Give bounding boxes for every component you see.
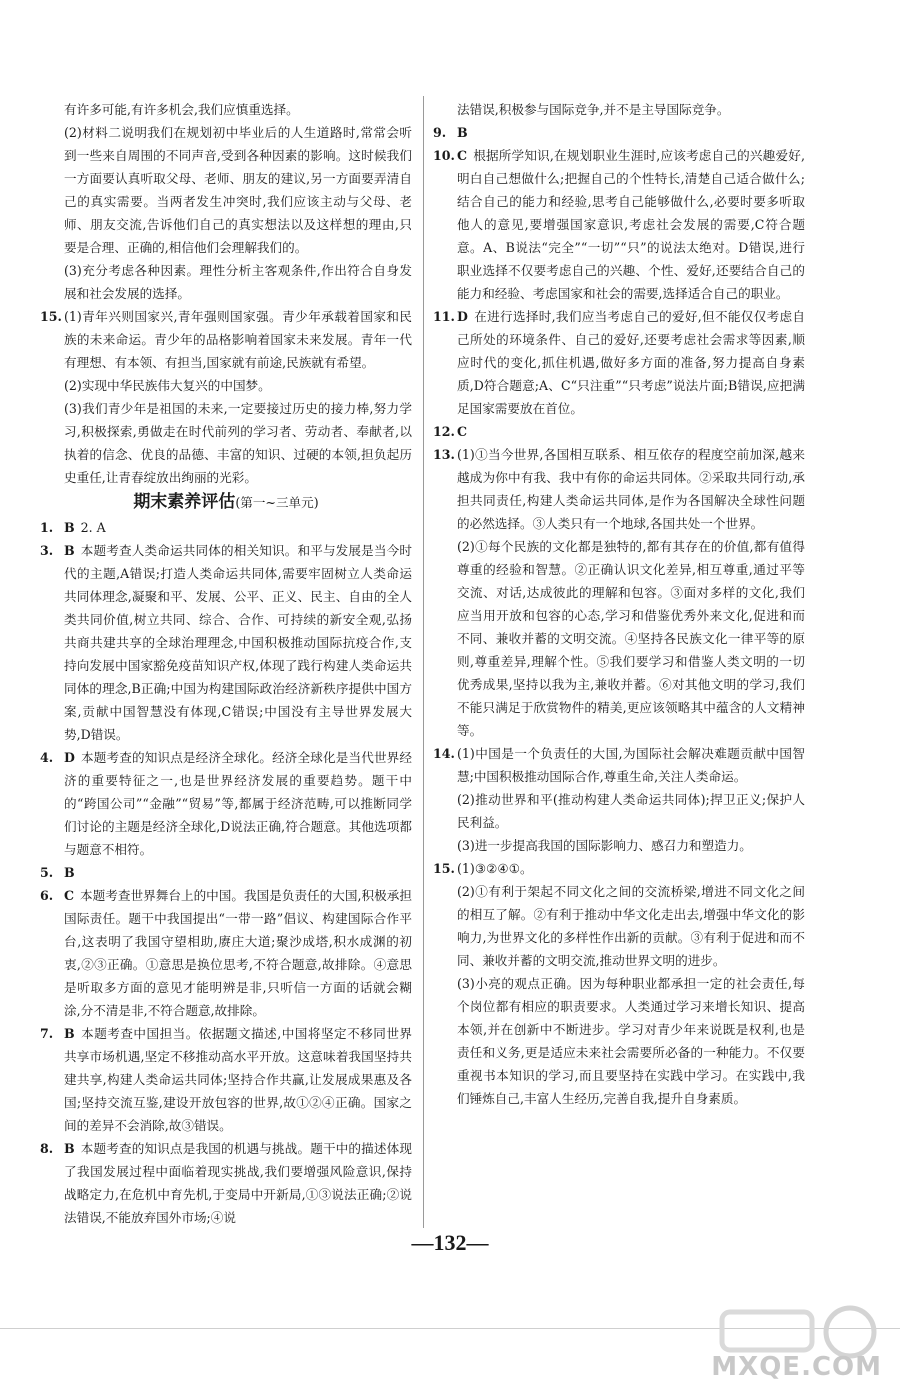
answer-paragraph: (3)充分考虑各种因素。理性分析主客观条件,作出符合自身发展和社会发展的选择。: [64, 263, 412, 301]
answer-choice: B: [64, 520, 75, 535]
answer-item: [40, 1137, 412, 1229]
answer-item: [40, 746, 412, 861]
answer-choice: C: [64, 888, 75, 903]
answer-explanation: (1)①当今世界,各国相互联系、相互依存的程度空前加深,越来越成为你中有我、我中有你的命运共同体。②采取共同行动,承担共同责任,构建人类命运共同体,是作为各国解决全球性问题的必然选择。③人类只有一个地球,各国共处一个世界。: [457, 447, 805, 531]
answer-explanation: 本题考查的知识点是经济全球化。经济全球化是当代世界经济的重要特征之一,也是世界经济发展的重要趋势。题干中的“跨国公司”“金融”“贸易”等,都属于经济范畴,可以推断同学们讨论的主题是经济全球化,D说法正确,符合题意。其他选项都与题意不相符。: [64, 750, 412, 857]
answer-explanation: 根据所学知识,在规划职业生涯时,应该考虑自己的兴趣爱好,明白自己想做什么;把握自己的个性特长,清楚自己适合做什么;结合自己的能力和经验,思考自己能够做什么,必要时要多听取他人的意见,要增强国家意识,考虑社会发展的需要,C符合题意。A、B说法“完全”“一切”“只”的说法太绝对。D错误,进行职业选择不仅要考虑自己的兴趣、个性、爱好,还要结合自己的能力和经验、考虑国家和社会的需要,选择适合自己的职业。: [457, 148, 805, 301]
question-number: 4.: [40, 750, 54, 765]
answer-paragraph: (2)实现中华民族伟大复兴的中国梦。: [64, 378, 271, 393]
answer-paragraph: 有许多可能,有许多机会,我们应慎重选择。: [64, 102, 299, 117]
watermark-logo: [682, 1298, 882, 1386]
question-number: 3.: [40, 543, 54, 558]
section-title: [40, 491, 412, 514]
answer-paragraph: (2)①有利于架起不同文化之间的交流桥梁,增进不同文化之间的相互了解。②有利于推动中华文化走出去,增强中华文化的影响力,为世界文化的多样性作出新的贡献。③有利于促进和而不同、兼收并蓄的文明交流,推动世界文明的进步。: [457, 884, 805, 968]
question-number: 12.: [433, 424, 455, 439]
watermark-text: MXQE.COM: [711, 1352, 882, 1382]
left-column: [40, 98, 412, 1229]
question-number: 10.: [433, 148, 455, 163]
question-number: 5.: [40, 865, 54, 880]
question-number: 9.: [433, 125, 447, 140]
answer-item: [433, 857, 805, 880]
question-number: 15.: [433, 861, 455, 876]
answer-item: [40, 1022, 412, 1137]
answer-choice: B: [64, 865, 75, 880]
answer-paragraph: (3)我们青少年是祖国的未来,一定要接过历史的接力棒,努力学习,积极探索,勇做走在时代前列的学习者、劳动者、奉献者,以执着的信念、优良的品德、丰富的知识、过硬的本领,担负起历史重任,让青春绽放出绚丽的光彩。: [64, 401, 412, 485]
answer-paragraph: (3)进一步提高我国的国际影响力、感召力和塑造力。: [457, 838, 752, 853]
answer-paragraph: (3)小亮的观点正确。因为每种职业都承担一定的社会责任,每个岗位都有相应的职责要求。人类通过学习来增长知识、提高本领,并在创新中不断进步。学习对青少年来说既是权利,也是责任和义务,更是适应未来社会需要所必备的一种能力。不仅要重视书本知识的学习,而且要坚持在实践中学习。在实践中,我们锤炼自己,丰富人生经历,完善自我,提升自身素质。: [457, 976, 805, 1106]
answer-item: [433, 443, 805, 535]
answer-explanation: 2. A: [80, 520, 106, 535]
question-number: 11.: [433, 309, 455, 324]
answer-explanation: (1)中国是一个负责任的大国,为国际社会解决难题贡献中国智慧;中国积极推动国际合作,尊重生命,关注人类命运。: [457, 746, 805, 784]
answer-explanation: (1)③②④①。: [457, 861, 533, 876]
right-column: [433, 98, 805, 1110]
answer-choice: D: [64, 750, 75, 765]
answer-choice: C: [457, 148, 468, 163]
answer-explanation: 在进行选择时,我们应当考虑自己的爱好,但不能仅仅考虑自己所处的环境条件、自己的爱好,还要考虑社会需求等因素,顺应时代的变化,抓住机遇,做好多方面的准备,努力提高自身素质,D符合题意;A、C“只注重”“只考虑”说法片面;B错误,应把满足国家需要放在首位。: [457, 309, 805, 416]
answer-explanation: 本题考查世界舞台上的中国。我国是负责任的大国,积极承担国际责任。题干中我国提出“一带一路”倡议、构建国际合作平台,这表明了我国守望相助,赓庄大道;聚沙成塔,积水成渊的初衷,②③正确。①意思是换位思考,不符合题意,故排除。④意思是听取多方面的意见才能明辨是非,只听信一方面的话就会糊涂,分不清是非,不符合题意,故排除。: [64, 888, 412, 1018]
answer-choice: B: [457, 125, 468, 140]
answer-item: [40, 861, 412, 884]
answer-item: [433, 121, 805, 144]
answer-item: [433, 144, 805, 305]
page-number: —132—: [411, 1230, 489, 1255]
answer-choice: B: [64, 1141, 75, 1156]
answer-explanation: (1)青年兴则国家兴,青年强则国家强。青少年承载着国家和民族的未来命运。青少年的品格影响着国家未来发展。青年一代有理想、有本领、有担当,国家就有前途,民族就有希望。: [64, 309, 412, 370]
answer-item: [40, 884, 412, 1022]
question-number: 7.: [40, 1026, 54, 1041]
answer-explanation: 本题考查人类命运共同体的相关知识。和平与发展是当今时代的主题,A错误;打造人类命运共同体,需要牢固树立人类命运共同体理念,凝聚和平、发展、公平、正义、民主、自由的全人类共同价值,树立共同、综合、合作、可持续的新安全观,弘扬共商共建共享的全球治理理念,中国积极推动国际抗疫合作,支持向发展中国家豁免疫苗知识产权,体现了践行构建人类命运共同体的理念,B正确;中国为构建国际政治经济新秩序提供中国方案,贡献中国智慧没有体现,C错误;中国没有主导世界发展大势,D错误。: [64, 543, 412, 742]
answer-paragraph: (2)推动世界和平(推动构建人类命运共同体);捍卫正义;保护人民利益。: [457, 792, 805, 830]
answer-paragraph: (2)①每个民族的文化都是独特的,都有其存在的价值,都有值得尊重的经验和智慧。②正确认识文化差异,相互尊重,通过平等交流、对话,达成彼此的理解和包容。③面对多样的文化,我们应当用开放和包容的心态,学习和借鉴优秀外来文化,促进和而不同、兼收并蓄的文明交流。④坚持各民族文化一律平等的原则,尊重差异,理解个性。⑤我们要学习和借鉴人类文明的一切优秀成果,坚持以我为主,兼收并蓄。⑥对其他文明的学习,我们不能只满足于欣赏物件的精美,更应该领略其中蕴含的人文精神等。: [457, 539, 805, 738]
answer-item: [40, 539, 412, 746]
question-number: 15.: [40, 309, 62, 324]
answer-item: [433, 420, 805, 443]
answer-explanation: 本题考查中国担当。依据题文描述,中国将坚定不移同世界共享市场机遇,坚定不移推动高水平开放。这意味着我国坚持共建共享,构建人类命运共同体;坚持合作共赢,让发展成果惠及各国;坚持交流互鉴,建设开放包容的世界,故①②④正确。国家之间的差异不会消除,故③错误。: [64, 1026, 412, 1133]
question-number: 6.: [40, 888, 54, 903]
answer-choice: D: [457, 309, 468, 324]
answer-item: [433, 742, 805, 788]
answer-paragraph: 法错误,积极参与国际竞争,并不是主导国际竞争。: [457, 102, 730, 117]
answer-paragraph: (2)材料二说明我们在规划初中毕业后的人生道路时,常常会听到一些来自周围的不同声音,受到各种因素的影响。这时候我们一方面要认真听取父母、老师、朋友的建议,另一方面要弄清自己的真实需要。当两者发生冲突时,我们应该主动与父母、老师、朋友交流,告诉他们自己的真实想法以及这样想的理由,只要是合理、正确的,相信他们会理解我们的。: [64, 125, 412, 255]
answer-item: [433, 305, 805, 420]
answer-choice: B: [64, 543, 75, 558]
question-number: 14.: [433, 746, 455, 761]
column-divider: [423, 96, 424, 1228]
question-number: 13.: [433, 447, 455, 462]
question-number: 8.: [40, 1141, 54, 1156]
question-number: 1.: [40, 520, 54, 535]
section-title-text: 期末素养评估: [133, 492, 236, 512]
answer-choice: C: [457, 424, 468, 439]
section-title-scope: (第一~三单元): [235, 495, 319, 510]
answer-item: [40, 516, 412, 539]
answer-explanation: 本题考查的知识点是我国的机遇与挑战。题干中的描述体现了我国发展过程中面临着现实挑战,我们要增强风险意识,保持战略定力,在危机中育先机,于变局中开新局,①③说法正确;②说法错误,不能放弃国外市场;④说: [64, 1141, 412, 1225]
answer-item: [40, 305, 412, 374]
answer-choice: B: [64, 1026, 75, 1041]
